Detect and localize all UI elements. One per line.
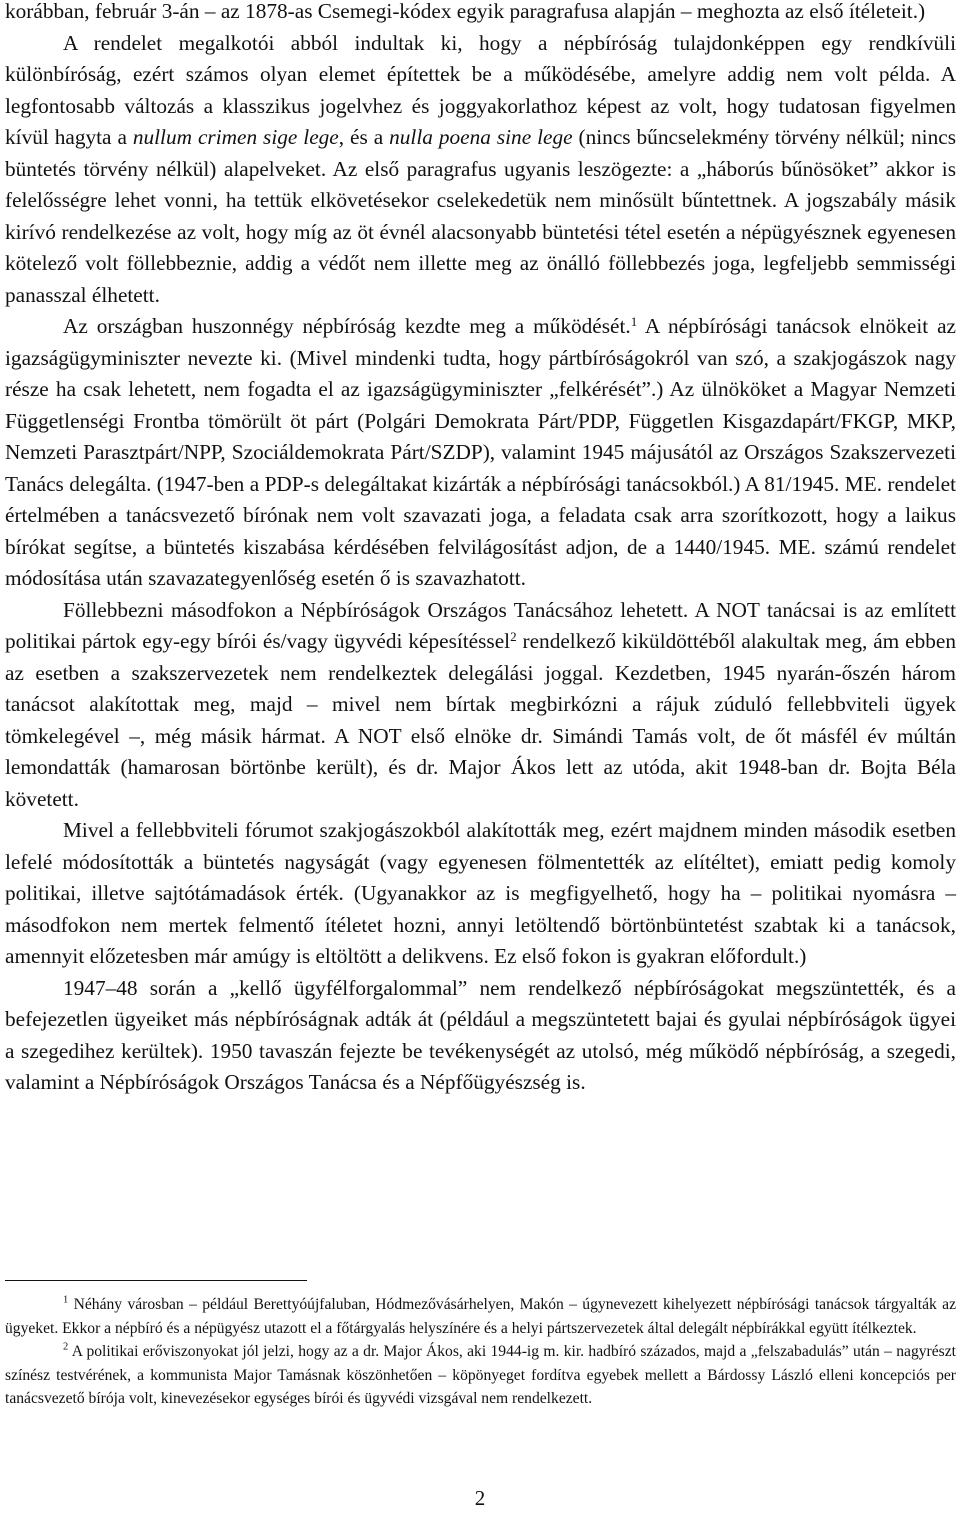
- paragraph-4: [5, 815, 956, 973]
- text-run: (nincs bűncselekmény törvény nélkül; nincs büntetés törvény nélkül) alapelveket. Az első paragrafus ugyanis leszögezte: a „háborús bűnösöket” akkor is felelősségre lehet vonni, ha tettük elkövetésekor cselekedetük nem minősült bűntettnek. A jogszabály másik kirívó rendelkezése az volt, hogy míg az öt évnél alacsonyabb büntetési tétel esetén a népügyésznek egyenesen kötelező volt föllebbeznie, addig a védőt nem illette meg az önálló föllebbezés joga, legfeljebb semmisségi panasszal élhetett.: [5, 125, 956, 307]
- text-run: A rendelet megalkotói abból indultak ki, hogy a népbíróság tulajdonképpen egy rendkívüli különbíróság, ezért számos olyan elemet építettek be a működésébe, amelyre addig nem volt példa. A legfontosabb változás a klasszikus jogelvhez és joggyakorlathoz képest az volt, hogy tudatosan figyelmen kívül hagyta a: [5, 30, 956, 149]
- italic-text: nulla poena sine lege: [389, 125, 573, 149]
- paragraph-1: [5, 28, 956, 312]
- footnote-2: [5, 1340, 956, 1411]
- text-run: Mivel a fellebbviteli fórumot szakjogászokból alakították meg, ezért majdnem minden második esetben lefelé módosították a büntetés nagyságát (vagy egyenesen fölmentették az elítéltet), emiatt pedig komoly politikai, illetve sajtótámadások érték. (Ugyanakkor az is megfigyelhető, hogy ha – politikai nyomásra – másodfokon nem mertek felmentő ítéletet hozni, annyi letöltendő börtönbüntetést szabtak ki a tanácsok, amennyit előzetesben már amúgy is eltöltött a delikvens. Ez első fokon is gyakran előfordult.): [5, 818, 956, 968]
- footnote-1-number: 1: [63, 1294, 69, 1306]
- footnote-2-number: 2: [63, 1341, 69, 1353]
- footnote-1: [5, 1293, 956, 1340]
- footnotes: [5, 1293, 956, 1411]
- footnote-ref: 1: [630, 313, 638, 329]
- footnote-divider: [5, 1280, 307, 1281]
- paragraph-5: [5, 973, 956, 1099]
- text-run: A népbírósági tanácsok elnökeit az igazságügyminiszter nevezte ki. (Mivel mindenki tudta, hogy pártbíróságokról van szó, a szakjogászok nagy része ha csak lehetett, nem fogadta el az igazságügyminiszter „felkérését”.) Az ülnököket a Magyar Nemzeti Függetlenségi Frontba tömörült öt párt (Polgári Demokrata Párt/PDP, Független Kisgazdapárt/FKGP, MKP, Nemzeti Parasztpárt/NPP, Szociáldemokrata Párt/SZDP), valamint 1945 májusától az Országos Szakszervezeti Tanács delegálta. (1947-ben a PDP-s delegáltakat kizárták a népbírósági tanácsokból.) A 81/1945. ME. rendelet értelmében a tanácsvezető bírónak nem volt szavazati joga, a feladata csak arra szorítkozott, hogy a laikus bírókat segítse, a büntetés kiszabása kérdésében felvilágosítást adjon, de a 1440/1945. ME. számú rendelet módosítása után szavazategyenlőség esetén ő is szavazhatott.: [5, 314, 956, 590]
- text-run: Az országban huszonnégy népbíróság kezdte meg a működését.: [63, 314, 631, 338]
- paragraph-3: [5, 595, 956, 816]
- text-run: , és a: [338, 125, 390, 149]
- paragraph-2: [5, 311, 956, 595]
- footnote-2-text: A politikai erőviszonyokat jól jelzi, hogy az a dr. Major Ákos, aki 1944-ig m. kir. hadbíró százados, majd a „felszabadulás” után – nagyrészt színész testvérének, a kommunista Major Tamásnak köszönhetően – köpönyeget fordítva egyebek mellett a Bárdossy László elleni koncepciós per tanácsvezető bírója volt, kinevezésekor egységes bírói és ügyvédi vizsgával nem rendelkezett.: [5, 1343, 956, 1407]
- text-run: Föllebbezni másodfokon a Népbíróságok Országos Tanácsához lehetett. A NOT tanácsai is az említett politikai pártok egy-egy bírói és/vagy ügyvédi képesítéssel: [5, 597, 956, 653]
- footnote-1-text: Néhány városban – például Berettyóújfaluban, Hódmezővásárhelyen, Makón – úgynevezett kihelyezett népbírósági tanácsok tárgyalták az ügyeket. Ekkor a népbíró és a népügyész utazott el a főtárgyalás helyszínére és a helyi pártszervezetek által delegált népbírákkal együtt ítélkeztek.: [5, 1296, 956, 1337]
- document-page: [5, 0, 956, 1099]
- text-run: 1947–48 során a „kellő ügyfélforgalommal” nem rendelkező népbíróságokat megszüntették, és a befejezetlen ügyeiket más népbíróságnak adták át (például a megszüntetett bajai és gyulai népbíróságok ügyei a szegedihez kerültek). 1950 tavaszán fejezte be tevékenységét az utolsó, még működő népbíróság, a szegedi, valamint a Népbíróságok Országos Tanácsa és a Népfőügyészség is.: [5, 975, 956, 1094]
- text-run: rendelkező kiküldöttéből alakultak meg, ám ebben az esetben a szakszervezetek nem rendelkeztek delegálási joggal. Kezdetben, 1945 nyarán-őszén három tanácsot alakítottak meg, majd – mivel nem bírtak megbirkózni a rájuk zúduló fellebbviteli ügyek tömkelegével –, még másik hármat. A NOT első elnöke dr. Simándi Tamás volt, de őt másfél év múltán lemondatták (hamarosan börtönbe került), és dr. Major Ákos lett az utóda, akit 1948-ban dr. Bojta Béla követett.: [5, 629, 956, 811]
- italic-text: nullum crimen sige lege: [132, 125, 339, 149]
- body-text: [5, 0, 956, 1099]
- text-run: korábban, február 3-án – az 1878-as Csemegi-kódex egyik paragrafusa alapján – meghozta az első ítéleteit.): [5, 0, 926, 23]
- paragraph-0: [5, 0, 956, 28]
- page-number: 2: [474, 1486, 486, 1510]
- footnote-ref: 2: [510, 628, 517, 644]
